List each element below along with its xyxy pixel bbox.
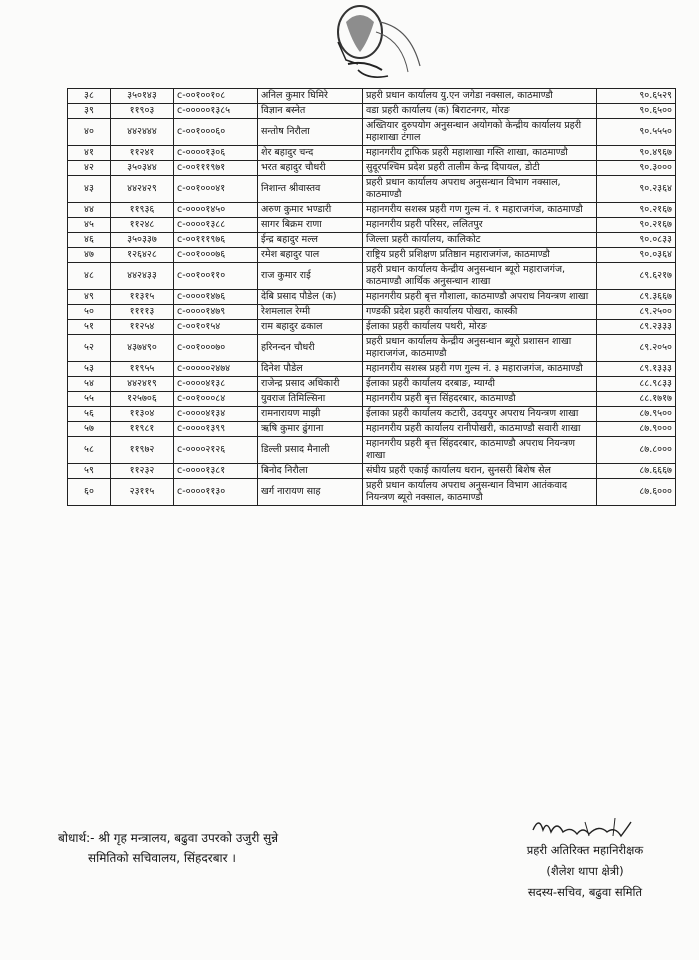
table-row <box>68 218 676 233</box>
score-cell: ९०.६५२९ <box>597 89 676 104</box>
score-cell: ९०.४९६७ <box>597 146 676 161</box>
office-cell: महानगरीय ट्राफिक प्रहरी महाशाखा गस्ति शाखा, काठमाण्डौ <box>363 146 597 161</box>
signature-name: (शैलेश थापा क्षेत्री) <box>546 864 624 878</box>
serial-number-cell: ४८ <box>68 263 111 290</box>
id-number-cell: ४४२४३३ <box>111 263 174 290</box>
office-cell: महानगरीय प्रहरी बृत्त गौशाला, काठमाण्डौ अपराध नियन्त्रण शाखा <box>363 290 597 305</box>
table-row <box>68 407 676 422</box>
code-cell: c-००००१३०६ <box>174 146 258 161</box>
score-cell: ८९.२०५० <box>597 335 676 362</box>
remark-line-1: बोधार्थ:- श्री गृह मन्त्रालय, बढुवा उपरको उजुरी सुन्ने <box>58 831 279 845</box>
code-cell: c-००००१३९९ <box>174 422 258 437</box>
name-cell: राम बहादुर ढकाल <box>258 320 363 335</box>
serial-number-cell: ४१ <box>68 146 111 161</box>
table-row <box>68 203 676 218</box>
name-cell: युवराज तिमिल्सिना <box>258 392 363 407</box>
table-row <box>68 263 676 290</box>
serial-number-cell: ४० <box>68 119 111 146</box>
table-row <box>68 392 676 407</box>
name-cell: डिल्ली प्रसाद मैनाली <box>258 437 363 464</box>
office-cell: महानगरीय सशस्त्र प्रहरी गण गुल्म नं. १ महाराजगंज, काठमाण्डौ <box>363 203 597 218</box>
remark-line-2: समितिको सचिवालय, सिंहदरबार । <box>88 851 236 865</box>
remark-block <box>58 828 358 868</box>
score-cell: ९०.०३६४ <box>597 248 676 263</box>
id-number-cell: ३५०३३७ <box>111 233 174 248</box>
code-cell: c-००००२१२६ <box>174 437 258 464</box>
table-row <box>68 89 676 104</box>
name-cell: खर्ग नारायण साह <box>258 479 363 506</box>
score-cell: ८७.९५०० <box>597 407 676 422</box>
id-number-cell: ४४२४१९ <box>111 377 174 392</box>
serial-number-cell: ३८ <box>68 89 111 104</box>
table-row <box>68 233 676 248</box>
code-cell: c-००००४१३८ <box>174 377 258 392</box>
office-cell: ईलाका प्रहरी कार्यालय पथरी, मोरङ <box>363 320 597 335</box>
office-cell: महानगरीय प्रहरी बृत्त सिंहदरबार, काठमाण्डौ अपराध नियन्त्रण शाखा <box>363 437 597 464</box>
serial-number-cell: ६० <box>68 479 111 506</box>
serial-number-cell: ४३ <box>68 176 111 203</box>
serial-number-cell: ४२ <box>68 161 111 176</box>
table-row <box>68 161 676 176</box>
name-cell: ईन्द्र बहादुर मल्ल <box>258 233 363 248</box>
name-cell: सन्तोष निरौला <box>258 119 363 146</box>
id-number-cell: ४४२४२९ <box>111 176 174 203</box>
score-cell: ८८.१७१७ <box>597 392 676 407</box>
office-cell: महानगरीय प्रहरी कार्यालय रानीपोखरी, काठमाण्डौ सवारी शाखा <box>363 422 597 437</box>
code-cell: c-००१००११० <box>174 263 258 290</box>
name-cell: विज्ञान बस्नेत <box>258 104 363 119</box>
id-number-cell: ४३७४९० <box>111 335 174 362</box>
score-cell: ८७.९००० <box>597 422 676 437</box>
table-row <box>68 437 676 464</box>
serial-number-cell: ५६ <box>68 407 111 422</box>
code-cell: c-००००१३८८ <box>174 218 258 233</box>
serial-number-cell: ३९ <box>68 104 111 119</box>
serial-number-cell: ५७ <box>68 422 111 437</box>
score-cell: ८९.२५०० <box>597 305 676 320</box>
id-number-cell: ११२३२ <box>111 464 174 479</box>
office-cell: महानगरीय प्रहरी बृत्त सिंहदरबार, काठमाण्डौ <box>363 392 597 407</box>
serial-number-cell: ५९ <box>68 464 111 479</box>
name-cell: देबि प्रसाद पौडेल (क) <box>258 290 363 305</box>
code-cell: c-००१०००८४ <box>174 392 258 407</box>
signature-block <box>480 812 690 903</box>
id-number-cell: ११२४८ <box>111 218 174 233</box>
table-row <box>68 335 676 362</box>
id-number-cell: ११९३६ <box>111 203 174 218</box>
office-cell: वडा प्रहरी कार्यालय (क) बिराटनगर, मोरङ <box>363 104 597 119</box>
office-cell: राष्ट्रिय प्रहरी प्रशिक्षण प्रतिष्ठान महाराजगंज, काठमाण्डौ <box>363 248 597 263</box>
score-cell: ८८.९८३३ <box>597 377 676 392</box>
code-cell: c-००१११९७१ <box>174 161 258 176</box>
table-row <box>68 248 676 263</box>
table-row <box>68 479 676 506</box>
name-cell: राजेन्द्र प्रसाद अधिकारी <box>258 377 363 392</box>
score-cell: ८९.१३३३ <box>597 362 676 377</box>
name-cell: ऋषि कुमार ढुंगाना <box>258 422 363 437</box>
office-cell: प्रहरी प्रधान कार्यालय केन्द्रीय अनुसन्धान ब्यूरो प्रशासन शाखा महाराजगंज, काठमाण्डौ <box>363 335 597 362</box>
office-cell: प्रहरी प्रधान कार्यालय यु.एन जगेडा नक्साल, काठमाण्डौ <box>363 89 597 104</box>
score-cell: ८७.६६६७ <box>597 464 676 479</box>
name-cell: निशान्त श्रीवास्तव <box>258 176 363 203</box>
id-number-cell: ३५०३४४ <box>111 161 174 176</box>
serial-number-cell: ५० <box>68 305 111 320</box>
score-cell: ८९.३६६७ <box>597 290 676 305</box>
id-number-cell: ३५०१४३ <box>111 89 174 104</box>
score-cell: ९०.३००० <box>597 161 676 176</box>
id-number-cell: ४४२४४४ <box>111 119 174 146</box>
table-row <box>68 176 676 203</box>
name-cell: सागर बिक्रम राणा <box>258 218 363 233</box>
id-number-cell: ११९८१ <box>111 422 174 437</box>
id-number-cell: ११३०४ <box>111 407 174 422</box>
score-cell: ८९.६२१७ <box>597 263 676 290</box>
code-cell: c-००१०००७० <box>174 335 258 362</box>
table-row <box>68 104 676 119</box>
code-cell: c-०००००१३८५ <box>174 104 258 119</box>
name-cell: बिनोद निरौला <box>258 464 363 479</box>
office-cell: प्रहरी प्रधान कार्यालय अपराध अनुसन्धान विभाग आतंकवाद नियन्त्रण ब्यूरो नक्साल, काठमाण्डौ <box>363 479 597 506</box>
code-cell: c-००१०००४१ <box>174 176 258 203</box>
id-number-cell: ११९७२ <box>111 437 174 464</box>
name-cell: रमेश बहादुर पाल <box>258 248 363 263</box>
name-cell: अरुण कुमार भण्डारी <box>258 203 363 218</box>
score-cell: ९०.६५०० <box>597 104 676 119</box>
table-row <box>68 146 676 161</box>
signature-title: प्रहरी अतिरिक्त महानिरीक्षक <box>526 843 644 857</box>
code-cell: c-००००१४७९ <box>174 305 258 320</box>
office-cell: प्रहरी प्रधान कार्यालय अपराध अनुसन्धान विभाग नक्साल, काठमाण्डौ <box>363 176 597 203</box>
name-cell: राज कुमार राई <box>258 263 363 290</box>
score-cell: ८९.२३३३ <box>597 320 676 335</box>
id-number-cell: १२६४२८ <box>111 248 174 263</box>
serial-number-cell: ५५ <box>68 392 111 407</box>
name-cell: रेशमलाल रेग्मी <box>258 305 363 320</box>
table-row <box>68 422 676 437</box>
office-cell: जिल्ला प्रहरी कार्यालय, कालिकोट <box>363 233 597 248</box>
code-cell: c-०००००२४७४ <box>174 362 258 377</box>
id-number-cell: ११११३ <box>111 305 174 320</box>
score-cell: ९०.२३६४ <box>597 176 676 203</box>
serial-number-cell: ४७ <box>68 248 111 263</box>
office-cell: प्रहरी प्रधान कार्यालय केन्द्रीय अनुसन्धान ब्यूरो महाराजगंज, काठमाण्डौ आर्थिक अनुसन्धान शाखा <box>363 263 597 290</box>
serial-number-cell: ५४ <box>68 377 111 392</box>
serial-number-cell: ४६ <box>68 233 111 248</box>
serial-number-cell: ४४ <box>68 203 111 218</box>
office-cell: महानगरीय सशस्त्र प्रहरी गण गुल्म नं. ३ महाराजगंज, काठमाण्डौ <box>363 362 597 377</box>
code-cell: c-००१०००६० <box>174 119 258 146</box>
table-row <box>68 362 676 377</box>
name-cell: हरिनन्दन चौधरी <box>258 335 363 362</box>
office-cell: महानगरीय प्रहरी परिसर, ललितपुर <box>363 218 597 233</box>
id-number-cell: ११२४१ <box>111 146 174 161</box>
table-row <box>68 320 676 335</box>
score-cell: ८७.८००० <box>597 437 676 464</box>
id-number-cell: १२५७०६ <box>111 392 174 407</box>
code-cell: c-००१११९७६ <box>174 233 258 248</box>
name-cell: भरत बहादुर चौधरी <box>258 161 363 176</box>
score-cell: ९०.०८३३ <box>597 233 676 248</box>
code-cell: c-००००१३८१ <box>174 464 258 479</box>
name-cell: अनिल कुमार घिमिरे <box>258 89 363 104</box>
code-cell: c-००१०१५४ <box>174 320 258 335</box>
office-cell: ईलाका प्रहरी कार्यालय दरबाङ, म्याग्दी <box>363 377 597 392</box>
code-cell: c-००१०००७६ <box>174 248 258 263</box>
handwritten-signature <box>480 812 690 840</box>
office-cell: सुदूरपश्चिम प्रदेश प्रहरी तालीम केन्द्र दिपायल, डोटी <box>363 161 597 176</box>
score-cell: ९०.२१६७ <box>597 203 676 218</box>
table-row <box>68 377 676 392</box>
signature-role: सदस्य-सचिव, बढुवा समिति <box>527 885 643 899</box>
code-cell: c-००००११३० <box>174 479 258 506</box>
serial-number-cell: ५१ <box>68 320 111 335</box>
code-cell: c-००००४१३४ <box>174 407 258 422</box>
table-row <box>68 305 676 320</box>
stamp-seal <box>318 2 430 88</box>
id-number-cell: ११९५५ <box>111 362 174 377</box>
score-cell: ८७.६००० <box>597 479 676 506</box>
serial-number-cell: ५२ <box>68 335 111 362</box>
name-cell: दिनेश पौडेल <box>258 362 363 377</box>
id-number-cell: ११२५४ <box>111 320 174 335</box>
office-cell: अख्तियार दुरुपयोग अनुसन्धान अयोगको केन्द्रीय कार्यालय प्रहरी महाशाखा टंगाल <box>363 119 597 146</box>
serial-number-cell: ५३ <box>68 362 111 377</box>
table-row <box>68 464 676 479</box>
serial-number-cell: ४९ <box>68 290 111 305</box>
id-number-cell: ११९०३ <box>111 104 174 119</box>
id-number-cell: २३११५ <box>111 479 174 506</box>
code-cell: c-००००१४७६ <box>174 290 258 305</box>
office-cell: गण्डकी प्रदेश प्रहरी कार्यालय पोखरा, कास्की <box>363 305 597 320</box>
name-cell: शेर बहादुर चन्द <box>258 146 363 161</box>
id-number-cell: ११३१५ <box>111 290 174 305</box>
code-cell: c-००००१४५० <box>174 203 258 218</box>
serial-number-cell: ५८ <box>68 437 111 464</box>
promotion-list-table <box>67 88 676 506</box>
table-row <box>68 290 676 305</box>
score-cell: ९०.२१६७ <box>597 218 676 233</box>
score-cell: ९०.५५५० <box>597 119 676 146</box>
serial-number-cell: ४५ <box>68 218 111 233</box>
table-row <box>68 119 676 146</box>
code-cell: c-००१००१०८ <box>174 89 258 104</box>
name-cell: रामनारायण माझी <box>258 407 363 422</box>
office-cell: ईलाका प्रहरी कार्यालय कटारी, उदयपुर अपराध नियन्त्रण शाखा <box>363 407 597 422</box>
office-cell: संघीय प्रहरी एकाई कार्यालय धरान, सुनसरी बिशेष सेल <box>363 464 597 479</box>
